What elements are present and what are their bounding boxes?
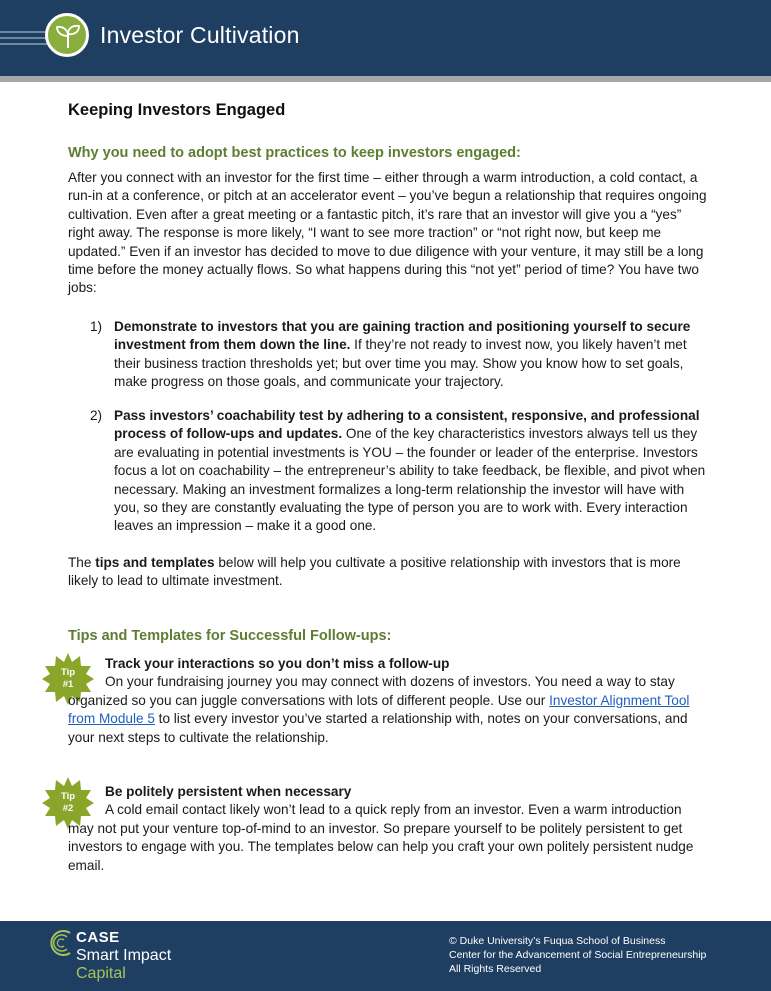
why-section-heading: Why you need to adopt best practices to keep investors engaged: <box>68 145 521 161</box>
copyright-line: Center for the Advancement of Social Entrepreneurship <box>449 949 707 961</box>
sprout-icon <box>56 23 80 49</box>
list-item-bold: Pass investors’ coachability test by adhering to a consistent, responsive, and professional process of follow-ups and updates. <box>114 408 700 442</box>
closing-paragraph <box>68 554 708 591</box>
closing-text-bold: tips and templates <box>95 555 215 570</box>
investor-alignment-tool-link[interactable]: Investor Alignment Tool from Module 5 <box>68 692 690 727</box>
tip-1-text <box>68 673 708 747</box>
tip-badge-number: #1 <box>62 679 74 690</box>
case-logo-icon <box>48 929 74 957</box>
list-number: 2) <box>90 408 103 423</box>
footer-brand-capital: Capital <box>76 965 126 982</box>
tip-1-title: Track your interactions so you don’t miss a follow-up <box>105 656 450 671</box>
tip-2-text: A cold email contact likely won’t lead to a quick reply from an investor. Even a warm introduction may not put your venture top-of-mind to an investor. So prepare yourself to be politely persistent to get investors to engage with you. The templates below can help you craft your own politely persistent nudge email. <box>68 802 694 873</box>
footer-brand-case: CASE <box>76 929 120 946</box>
copyright-line: All Rights Reserved <box>449 963 542 975</box>
tip-2-title: Be politely persistent when necessary <box>105 784 352 799</box>
closing-text-pre: The <box>68 555 96 570</box>
closing-text-post: below will help you cultivate a positive relationship with investors that is more likely to lead to ultimate investment. <box>68 555 681 589</box>
document-title: Keeping Investors Engaged <box>68 101 286 119</box>
header-logo-circle <box>45 13 89 57</box>
list-item-bold: Demonstrate to investors that you are gaining traction and positioning yourself to secure investment from them down the line. <box>114 319 691 353</box>
tip-badge-number: #2 <box>62 803 74 814</box>
tip-2-block <box>68 783 708 875</box>
tips-section-heading: Tips and Templates for Successful Follow-ups: <box>68 628 392 644</box>
tip-badge-word: Tip <box>60 791 76 802</box>
header-stripe <box>0 76 771 82</box>
list-item-text: One of the key characteristics investors always tell us they are evaluating in potential investments is YOU – the founder or leader of the enterprise. Investors focus a lot on coachability – the entrepreneur’s ability to take feedback, be flexible, and pivot when necessary. Making an investment formalizes a long-term relationship the investor will have with you, so they are constantly evaluating the type of person you are to work with. Every interaction leaves an impression – make it a good one. <box>114 426 706 534</box>
tip-1-text-post: to list every investor you’ve started a relationship with, notes on your conversations, and your next steps to cultivate the relationship. <box>68 711 688 745</box>
page-header <box>0 0 771 76</box>
list-item-body <box>114 318 708 392</box>
copyright-line: © Duke University’s Fuqua School of Business <box>449 935 666 947</box>
page-footer <box>0 921 771 991</box>
footer-brand-smart-impact: Smart Impact <box>76 947 172 964</box>
header-title: Investor Cultivation <box>100 22 300 48</box>
list-number: 1) <box>90 319 103 334</box>
list-item-body <box>114 407 708 536</box>
tip-1-text-pre: On your fundraising journey you may connect with dozens of investors. You need a way to stay organized so you can juggle conversations with lots of different people. Use our <box>68 674 675 708</box>
footer-copyright <box>449 934 706 976</box>
tip-1-block <box>68 655 708 747</box>
tip-badge-word: Tip <box>60 667 76 678</box>
intro-paragraph: After you connect with an investor for the first time – either through a warm introduction, a cold contact, a run-in at a conference, or pitch at an accelerator event – you’ve begun a relationship that requires ongoing cultivation. Even after a great meeting or a fantastic pitch, it’s rare that an investor will give you a “yes” right away. The response is more likely, “I want to see more traction” or “not right now, but keep me updated.” Even if an investor has decided to move to due diligence with your venture, it may still be a long time before the money actually flows. So what happens during this “not yet” period of time? You have two jobs: <box>68 170 707 296</box>
list-item-text: If they’re not ready to invest now, you likely haven’t met their business traction thresholds yet; but over time you may. Show you know how to set goals, make progress on those goals, and communicate your trajectory. <box>114 337 687 390</box>
